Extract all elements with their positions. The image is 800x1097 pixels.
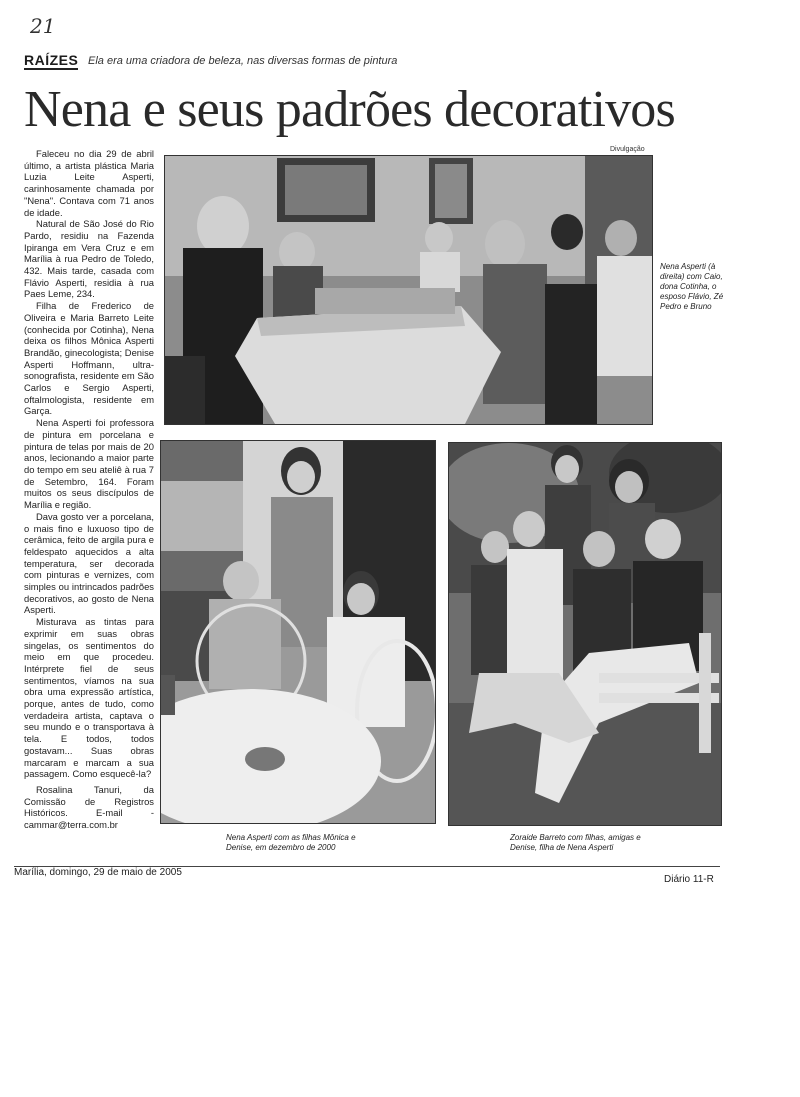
photo-group-garden (448, 442, 722, 826)
photo-credit: Divulgação (610, 146, 645, 153)
article-paragraph: Filha de Frederico de Oliveira e Maria Barreto Leite (conhecida por Cotinha), Nena deixa os filhos Mônica Asperti Brandão, ginecologista; Denise Asperti Hoffmann, ultra-sonografista, residente em São Carlos e Sergio Asperti, oftalmologista, residente em Garça. (24, 300, 154, 417)
footer-page-label: Diário 11-R (664, 874, 714, 885)
article-signature: Rosalina Tanuri, da Comissão de Registros Históricos. E-mail - cammar@terra.com.br (24, 783, 154, 831)
footer-dateline: Marília, domingo, 29 de maio de 2005 (14, 867, 182, 878)
article-paragraph: Natural de São José do Rio Pardo, residiu na Fazenda Ipiranga em Vera Cruz e em Marília à rua Pedro de Toledo, 432. Mais tarde, casada com Flávio Asperti, residia à rua Paes Leme, 234. (24, 218, 154, 300)
caption-top-photo: Nena Asperti (à direita) com Caio, dona Cotinha, o esposo Flávio, Zé Pedro e Bruno (660, 262, 724, 311)
headline: Nena e seus padrões decorativos (24, 81, 675, 138)
photo-mother-daughters (160, 440, 436, 824)
page-number: 21 (30, 14, 56, 38)
article-paragraph: Misturava as tintas para exprimir em suas obras singelas, os sentimentos do meio em que procedeu. Intérprete fiel de seus sentimentos, víamos na sua obra uma expressão artística, porque, antes de tudo, como verdadeira artista, captava o seu mundo e o transportava à tela. E todos, todos gostavam... Suas obras marcaram e marcam a sua passagem. Como esquecê-la? (24, 616, 154, 780)
article-paragraph: Faleceu no dia 29 de abril último, a artista plástica Maria Luzia Leite Asperti, carinhosamente chamada por "Nena". Contava com 71 anos de idade. (24, 148, 154, 218)
article-body (24, 148, 154, 831)
article-paragraph: Nena Asperti foi professora de pintura em porcelana e pintura de telas por mais de 20 anos, lecionando a maior parte do tempo em seu ateliê à rua 7 de Setembro, 164. Foram muitos os seus discípulos de Marília e região. (24, 417, 154, 511)
kicker-subtitle: Ela era uma criadora de beleza, nas diversas formas de pintura (88, 55, 398, 67)
section-label: RAÍZES (24, 52, 79, 68)
photo-family-dinner (164, 155, 653, 425)
section-header (24, 52, 724, 72)
caption-right-photo: Zoraide Barreto com filhas, amigas e Denise, filha de Nena Asperti (510, 833, 641, 852)
caption-left-photo: Nena Asperti com as filhas Mônica e Denise, em dezembro de 2000 (226, 833, 356, 852)
article-paragraph: Dava gosto ver a porcelana, o mais fino e luxuoso tipo de cerâmica, feito de argila pura e feldespato aquecidos a alta temperatura, ser decorada com pinturas e vernizes, com simples ou intrincados padrões decorativos, ao gosto de Nena Asperti. (24, 510, 154, 616)
